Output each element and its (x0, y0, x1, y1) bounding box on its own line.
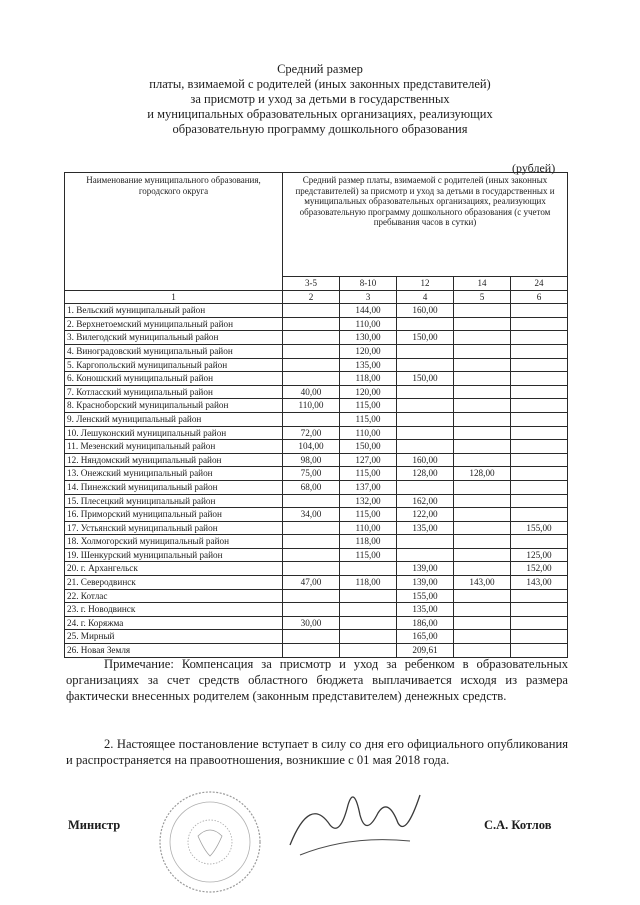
fee-value: 162,00 (397, 494, 454, 508)
table-row (65, 630, 568, 644)
fee-value: 115,00 (340, 467, 397, 481)
fee-value: 132,00 (340, 494, 397, 508)
table-row (65, 317, 568, 331)
title-line: и муниципальных образовательных организациях, реализующих (147, 107, 493, 121)
fee-value: 155,00 (397, 589, 454, 603)
fee-value (397, 358, 454, 372)
fee-value (340, 603, 397, 617)
fee-value (454, 344, 511, 358)
fee-value (511, 616, 568, 630)
fee-value: 118,00 (340, 535, 397, 549)
fee-value (397, 480, 454, 494)
fee-value: 110,00 (340, 426, 397, 440)
fee-value (511, 399, 568, 413)
municipality-name: 13. Онежский муниципальный район (65, 467, 283, 481)
currency-unit: (рублей) (512, 161, 556, 175)
fee-value (511, 630, 568, 644)
table-row (65, 480, 568, 494)
fee-value (511, 494, 568, 508)
fee-value (511, 508, 568, 522)
fee-value: 110,00 (340, 317, 397, 331)
municipality-name: 19. Шенкурский муниципальный район (65, 548, 283, 562)
hours-header: 8-10 (340, 277, 397, 291)
fee-value (511, 440, 568, 454)
fee-value (397, 412, 454, 426)
fee-value (454, 508, 511, 522)
signer-name: С.А. Котлов (484, 818, 552, 832)
fee-value (397, 548, 454, 562)
document-title (60, 62, 580, 137)
title-line: Средний размер (277, 62, 363, 76)
fee-value: 137,00 (340, 480, 397, 494)
fee-value: 118,00 (340, 372, 397, 386)
fee-value (283, 372, 340, 386)
fee-value (454, 385, 511, 399)
official-seal (150, 786, 270, 896)
fee-value: 165,00 (397, 630, 454, 644)
fee-value (511, 453, 568, 467)
fee-value: 115,00 (340, 412, 397, 426)
fee-value: 135,00 (397, 521, 454, 535)
fee-value (454, 453, 511, 467)
note-text: Примечание: Компенсация за присмотр и уход за ребенком в образовательных организациях за счет средств областного бюджета выплачивается исходя из размера фактически внесенных родителем (законным представителем) денежных средств. (66, 657, 568, 703)
fee-value (340, 589, 397, 603)
fee-value: 160,00 (397, 304, 454, 318)
fee-value (283, 358, 340, 372)
fee-value: 40,00 (283, 385, 340, 399)
fee-value: 122,00 (397, 508, 454, 522)
municipality-name: 20. г. Архангельск (65, 562, 283, 576)
hours-header: 14 (454, 277, 511, 291)
fee-value (454, 603, 511, 617)
fee-value: 135,00 (397, 603, 454, 617)
fee-value (454, 616, 511, 630)
fee-value: 110,00 (340, 521, 397, 535)
fee-value (397, 399, 454, 413)
fee-value (340, 630, 397, 644)
fee-table (64, 172, 568, 658)
fee-value (454, 535, 511, 549)
fee-table-body (65, 304, 568, 657)
municipality-name: 23. г. Новодвинск (65, 603, 283, 617)
municipality-name: 4. Виноградовский муниципальный район (65, 344, 283, 358)
fee-value (511, 372, 568, 386)
fee-value (511, 317, 568, 331)
note-paragraph (66, 656, 568, 704)
table-row (65, 521, 568, 535)
fee-value (454, 304, 511, 318)
fee-value: 98,00 (283, 453, 340, 467)
municipality-name: 26. Новая Земля (65, 644, 283, 658)
fee-value: 150,00 (397, 331, 454, 345)
fee-value: 115,00 (340, 399, 397, 413)
fee-value: 139,00 (397, 576, 454, 590)
fee-value (340, 616, 397, 630)
fee-value (511, 603, 568, 617)
table-row (65, 399, 568, 413)
municipality-name: 1. Вельский муниципальный район (65, 304, 283, 318)
fee-value: 143,00 (454, 576, 511, 590)
fee-value: 115,00 (340, 548, 397, 562)
fee-value: 128,00 (397, 467, 454, 481)
table-row (65, 440, 568, 454)
fee-value (454, 372, 511, 386)
municipality-name: 25. Мирный (65, 630, 283, 644)
fee-value: 104,00 (283, 440, 340, 454)
table-row (65, 589, 568, 603)
fee-value: 118,00 (340, 576, 397, 590)
fee-value: 115,00 (340, 508, 397, 522)
municipality-name: 6. Коношский муниципальный район (65, 372, 283, 386)
fee-value: 30,00 (283, 616, 340, 630)
municipality-name: 24. г. Коряжма (65, 616, 283, 630)
municipality-column-header: Наименование муниципального образования, городского округа (65, 173, 283, 291)
fee-value (511, 344, 568, 358)
table-row (65, 562, 568, 576)
fee-value: 72,00 (283, 426, 340, 440)
fee-value: 144,00 (340, 304, 397, 318)
fee-value (454, 426, 511, 440)
fee-value: 68,00 (283, 480, 340, 494)
municipality-name: 16. Приморский муниципальный район (65, 508, 283, 522)
table-row (65, 508, 568, 522)
fee-value: 135,00 (340, 358, 397, 372)
fee-value (397, 426, 454, 440)
municipality-name: 15. Плесецкий муниципальный район (65, 494, 283, 508)
municipality-name: 12. Няндомский муниципальный район (65, 453, 283, 467)
fee-value (454, 480, 511, 494)
table-row (65, 616, 568, 630)
municipality-name: 11. Мезенский муниципальный район (65, 440, 283, 454)
fee-value: 150,00 (340, 440, 397, 454)
table-row (65, 344, 568, 358)
fee-value (397, 385, 454, 399)
fee-value (454, 331, 511, 345)
municipality-name: 21. Северодвинск (65, 576, 283, 590)
column-number: 4 (397, 290, 454, 304)
fee-value (511, 304, 568, 318)
fee-value (283, 412, 340, 426)
column-number: 1 (65, 290, 283, 304)
title-line: за присмотр и уход за детьми в государственных (190, 92, 450, 106)
fee-value: 155,00 (511, 521, 568, 535)
fee-value: 75,00 (283, 467, 340, 481)
table-row (65, 304, 568, 318)
fee-value (511, 412, 568, 426)
fee-value (283, 548, 340, 562)
table-row (65, 358, 568, 372)
fee-value (283, 317, 340, 331)
fee-value (454, 562, 511, 576)
fee-value (511, 589, 568, 603)
fee-value (283, 494, 340, 508)
fee-value (511, 467, 568, 481)
table-row (65, 453, 568, 467)
municipality-name: 18. Холмогорский муниципальный район (65, 535, 283, 549)
hours-header: 3-5 (283, 277, 340, 291)
fee-value (454, 630, 511, 644)
fee-value: 139,00 (397, 562, 454, 576)
fee-value (340, 562, 397, 576)
fee-value: 127,00 (340, 453, 397, 467)
municipality-name: 3. Вилегодский муниципальный район (65, 331, 283, 345)
title-line: платы, взимаемой с родителей (иных законных представителей) (149, 77, 491, 91)
fee-value (397, 344, 454, 358)
fee-value (511, 426, 568, 440)
fee-value (511, 480, 568, 494)
effective-date-paragraph: 2. Настоящее постановление вступает в силу со дня его официального опубликования и распространяется на правоотношения, возникшие с 01 мая 2018 года. (66, 737, 568, 767)
fee-value: 143,00 (511, 576, 568, 590)
fee-value (454, 399, 511, 413)
municipality-name: 10. Лешуконский муниципальный район (65, 426, 283, 440)
table-row (65, 467, 568, 481)
hours-header: 12 (397, 277, 454, 291)
municipality-name: 7. Котласский муниципальный район (65, 385, 283, 399)
table-row (65, 535, 568, 549)
signer-position: Министр (68, 818, 121, 832)
table-row (65, 576, 568, 590)
table-row (65, 548, 568, 562)
fee-value (283, 344, 340, 358)
column-number: 3 (340, 290, 397, 304)
fee-value (283, 304, 340, 318)
fee-value (511, 535, 568, 549)
fee-value: 152,00 (511, 562, 568, 576)
column-number: 6 (511, 290, 568, 304)
fee-value (283, 603, 340, 617)
municipality-name: 2. Верхнетоемский муниципальный район (65, 317, 283, 331)
fee-value (454, 412, 511, 426)
fee-value: 186,00 (397, 616, 454, 630)
table-row (65, 494, 568, 508)
table-row (65, 372, 568, 386)
fee-value (283, 521, 340, 535)
fee-value (454, 521, 511, 535)
fee-value (283, 535, 340, 549)
table-row (65, 331, 568, 345)
fee-value (397, 317, 454, 331)
fee-value: 209,61 (397, 644, 454, 658)
table-row (65, 603, 568, 617)
fee-value: 125,00 (511, 548, 568, 562)
fee-column-header: Средний размер платы, взимаемой с родителей (иных законных представителей) за присмотр и уход за детьми в государственных и муниципальных образовательных организациях, реализующих образовательную программу дошкольного образования (с учетом пребывания часов в сутки) (283, 173, 568, 277)
hours-header: 24 (511, 277, 568, 291)
fee-value (454, 358, 511, 372)
fee-value: 130,00 (340, 331, 397, 345)
fee-value (283, 630, 340, 644)
fee-value (511, 331, 568, 345)
municipality-name: 22. Котлас (65, 589, 283, 603)
fee-value (454, 494, 511, 508)
table-row (65, 426, 568, 440)
fee-value: 110,00 (283, 399, 340, 413)
fee-value: 47,00 (283, 576, 340, 590)
fee-value: 120,00 (340, 344, 397, 358)
column-number: 2 (283, 290, 340, 304)
fee-value (454, 548, 511, 562)
fee-value: 120,00 (340, 385, 397, 399)
municipality-name: 5. Каргопольский муниципальный район (65, 358, 283, 372)
fee-value: 160,00 (397, 453, 454, 467)
fee-value (283, 589, 340, 603)
table-row (65, 385, 568, 399)
fee-value (454, 440, 511, 454)
fee-value: 128,00 (454, 467, 511, 481)
municipality-name: 17. Устьянский муниципальный район (65, 521, 283, 535)
fee-value (397, 535, 454, 549)
handwritten-signature (270, 775, 430, 865)
column-number: 5 (454, 290, 511, 304)
title-line: образовательную программу дошкольного образования (172, 122, 468, 136)
fee-value (283, 331, 340, 345)
fee-value (454, 317, 511, 331)
fee-value (511, 358, 568, 372)
municipality-name: 14. Пинежский муниципальный район (65, 480, 283, 494)
fee-value (454, 589, 511, 603)
municipality-name: 8. Красноборский муниципальный район (65, 399, 283, 413)
fee-value: 34,00 (283, 508, 340, 522)
fee-value: 150,00 (397, 372, 454, 386)
table-row (65, 412, 568, 426)
fee-value (397, 440, 454, 454)
fee-value (511, 385, 568, 399)
fee-value (283, 562, 340, 576)
municipality-name: 9. Ленский муниципальный район (65, 412, 283, 426)
